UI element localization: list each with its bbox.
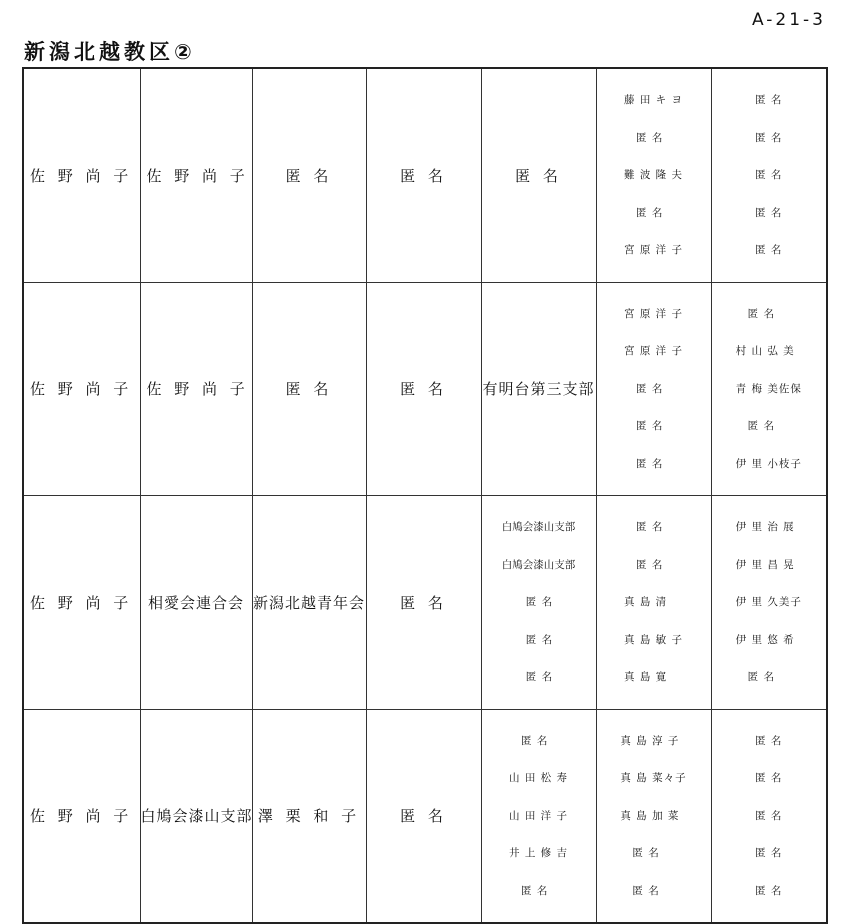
list-item: 宮 原 洋 子: [623, 307, 683, 320]
list-item: 白鳩会漆山支部: [501, 558, 576, 571]
name-cell: 匿 名: [366, 282, 481, 496]
list-item: 真 島 菜々子: [620, 772, 687, 784]
list-item: 匿 名: [635, 131, 664, 144]
list-item: 匿 名: [635, 206, 664, 219]
table-row: [23, 709, 827, 923]
list-item: 匿 名: [635, 382, 664, 395]
name-list-cell: [711, 709, 827, 923]
list-item: 井 上 修 吉: [508, 847, 568, 859]
name-cell: 白鳩会漆山支部: [140, 709, 252, 923]
list-item: 白鳩会漆山支部: [501, 521, 576, 533]
name-cell: 佐 野 尚 子: [23, 282, 140, 496]
name-cell: 匿 名: [252, 282, 366, 496]
list-item: 青 梅 美佐保: [735, 382, 802, 395]
list-item: 山 田 洋 子: [508, 809, 568, 822]
name-list-cell: [711, 68, 827, 282]
name-list-cell: [596, 496, 711, 710]
page-id: A-21-3: [752, 10, 826, 30]
name-cell: 佐 野 尚 子: [140, 282, 252, 496]
list-item: 匿 名: [525, 671, 554, 683]
list-item: 真 島 寛: [623, 671, 668, 683]
list-item: 匿 名: [755, 809, 783, 822]
name-cell: 匿 名: [481, 68, 596, 282]
list-item: 真 島 加 菜: [620, 809, 680, 822]
list-item: 伊 里 治 展: [735, 521, 795, 533]
name-cell: 相愛会連合会: [140, 496, 252, 710]
name-list-cell: [481, 709, 596, 923]
list-item: 真 島 淳 子: [620, 734, 680, 747]
list-item: 匿 名: [635, 521, 664, 533]
list-item: 匿 名: [755, 94, 783, 106]
list-item: 匿 名: [755, 169, 783, 181]
list-item: 山 田 松 寿: [508, 772, 568, 784]
name-cell: 匿 名: [252, 68, 366, 282]
list-item: 匿 名: [747, 420, 775, 432]
list-item: 宮 原 洋 子: [623, 345, 683, 357]
name-cell: 佐 野 尚 子: [23, 496, 140, 710]
list-item: 匿 名: [635, 420, 664, 432]
list-item: 匿 名: [755, 847, 783, 859]
name-cell: 澤 栗 和 子: [252, 709, 366, 923]
list-item: 匿 名: [755, 131, 783, 144]
name-cell: 新潟北越青年会: [252, 496, 366, 710]
list-item: 難 波 隆 夫: [623, 169, 683, 181]
name-list-cell: [596, 68, 711, 282]
list-item: 匿 名: [632, 847, 660, 859]
list-item: 伊 里 小枝子: [735, 457, 802, 470]
list-item: 匿 名: [635, 457, 664, 470]
list-item: 匿 名: [755, 884, 783, 897]
list-item: 匿 名: [755, 244, 783, 256]
name-cell: 有明台第三支部: [481, 282, 596, 496]
list-item: 真 島 敏 子: [623, 633, 683, 646]
name-cell: 匿 名: [366, 496, 481, 710]
list-item: 伊 里 久美子: [735, 596, 802, 608]
list-item: 藤 田 キ ヨ: [623, 94, 683, 106]
name-cell: 佐 野 尚 子: [23, 709, 140, 923]
list-item: 匿 名: [755, 772, 783, 784]
table-row: [23, 282, 827, 496]
name-list-cell: [711, 282, 827, 496]
list-item: 匿 名: [635, 558, 664, 571]
list-item: 真 島 清: [623, 596, 668, 608]
donor-table: [22, 67, 828, 924]
name-list-cell: [481, 496, 596, 710]
list-item: 匿 名: [755, 734, 783, 747]
list-item: 匿 名: [755, 206, 783, 219]
list-item: 宮 原 洋 子: [623, 244, 683, 256]
list-item: 匿 名: [520, 884, 549, 897]
table-row: [23, 68, 827, 282]
list-item: 匿 名: [520, 734, 549, 747]
name-cell: 匿 名: [366, 709, 481, 923]
list-item: 村 山 弘 美: [735, 345, 795, 357]
name-cell: 佐 野 尚 子: [140, 68, 252, 282]
name-cell: 佐 野 尚 子: [23, 68, 140, 282]
name-list-cell: [711, 496, 827, 710]
list-item: 匿 名: [747, 671, 775, 683]
list-item: 伊 里 昌 晃: [735, 558, 795, 571]
list-item: 匿 名: [525, 596, 554, 608]
list-item: 匿 名: [525, 633, 554, 646]
list-item: 匿 名: [747, 307, 775, 320]
page-title: 新潟北越教区②: [24, 40, 196, 64]
name-list-cell: [596, 282, 711, 496]
list-item: 伊 里 悠 希: [735, 633, 795, 646]
list-item: 匿 名: [632, 884, 660, 897]
name-cell: 匿 名: [366, 68, 481, 282]
name-list-cell: [596, 709, 711, 923]
table-row: [23, 496, 827, 710]
